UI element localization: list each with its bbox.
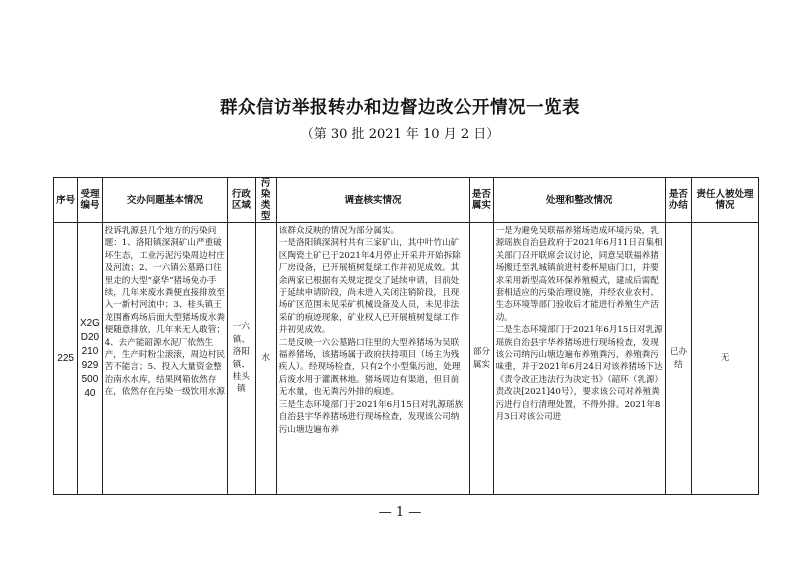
cell-pollution: 水 (255, 223, 276, 495)
header-closed: 是否办结 (665, 178, 691, 223)
cell-handling: 一是为避免吴联福养猪场造成环境污染，乳源瑶族自治县政府于2021年6月11日召集相关部门召开联席会议讨论，同意吴联福养猪场搬迁至乳城镇前进村委杯屋庙门口，并要求采用新型高效环保养殖模式，建成后需配套相适应的污染治理设施，并经农业农村、生态环境等部门验收后才能进行养殖生产活动。 二是生态环境部门于2021年6月15日对乳源瑶族自治县宇华养猪场进行现场检查，发现该公司纳污山塘边遍布养殖粪污，养殖粪污味重，并于2021年6月24日对该养猪场下达《责令改正违法行为决定书》（韶环（乳源）责改决[2021]40号），要求该公司对养殖粪污进行自行清理处置，不得外排。2021年8月3日对该公司进 (493, 223, 665, 495)
cell-seq: 225 (54, 223, 78, 495)
document-title: 群众信访举报转办和边督边改公开情况一览表 (220, 98, 580, 118)
document-subtitle: （第 30 批 2021 年 10 月 2 日） (300, 127, 500, 142)
page-number: — 1 — (378, 505, 422, 520)
header-verified: 是否属实 (470, 178, 493, 223)
cell-verified: 部分属实 (470, 223, 493, 495)
header-region: 行政区域 (228, 178, 255, 223)
table-row (54, 223, 759, 495)
cell-code: X2GD2021092950040 (78, 223, 102, 495)
header-problem: 交办问题基本情况 (102, 178, 228, 223)
header-seq: 序号 (54, 178, 78, 223)
cell-investigation: 该群众反映的情况为部分属实。 一是洛阳镇深洞村共有三家矿山，其中叶竹山矿区陶瓷土矿已于2021年4月停止开采并开始拆除厂房设备，已开展植树复绿工作并初见成效。其余两家已根据有关规定提交了延续申请，目前处于延续申请阶段，尚未进入关闭注销阶段，且现场矿区范围未见采矿机械设备及人员，未见非法采矿的痕迹现象，矿业权人已开展植树复绿工作并初见成效。 二是反映一六公墓路口往里的大型养猪场为吴联福养猪场，该猪场属于政府扶持项目（场主为残疾人）。经现场检查，只有2个小型集污池，处理后废水用于灌溉林地。猪场周边有渠道，但目前无水量，也无粪污外排的痕迹。 三是生态环境部门于2021年6月15日对乳源瑶族自治县宇华养猪场进行现场检查，发现该公司纳污山塘边遍布养 (276, 223, 469, 495)
header-handling: 处理和整改情况 (493, 178, 665, 223)
header-code: 受理编号 (78, 178, 102, 223)
header-pollution: 污染类型 (255, 178, 276, 223)
header-accountability: 责任人被处理情况 (692, 178, 759, 223)
header-investigation: 调查核实情况 (276, 178, 469, 223)
complaint-table (53, 177, 759, 495)
cell-region: 一六镇、洛阳镇、桂头镇 (228, 223, 255, 495)
table-header-row (54, 178, 759, 223)
cell-closed: 已办结 (665, 223, 691, 495)
cell-problem: 投诉乳源县几个地方的污染问题：1、洛阳镇深洞矿山严重破坏生态，工业污泥污染周边村庄及河流；2、一六镇公墓路口往里走的大型“豪华”猪场免办手续，几年来废水粪便直接排放至入一新村河流中；3、桂头镇王龙围畜鸡场后面大型猪场废水粪便随意排放，几年来无人敢管；4、去产能韶源水泥厂依然生产，生产时粉尘滚滚，周边村民苦不能言；5、投入大量资金整治南水水库，结果网箱依然存在，依然存在污染一级饮用水源 (102, 223, 228, 495)
cell-accountability: 无 (692, 223, 759, 495)
